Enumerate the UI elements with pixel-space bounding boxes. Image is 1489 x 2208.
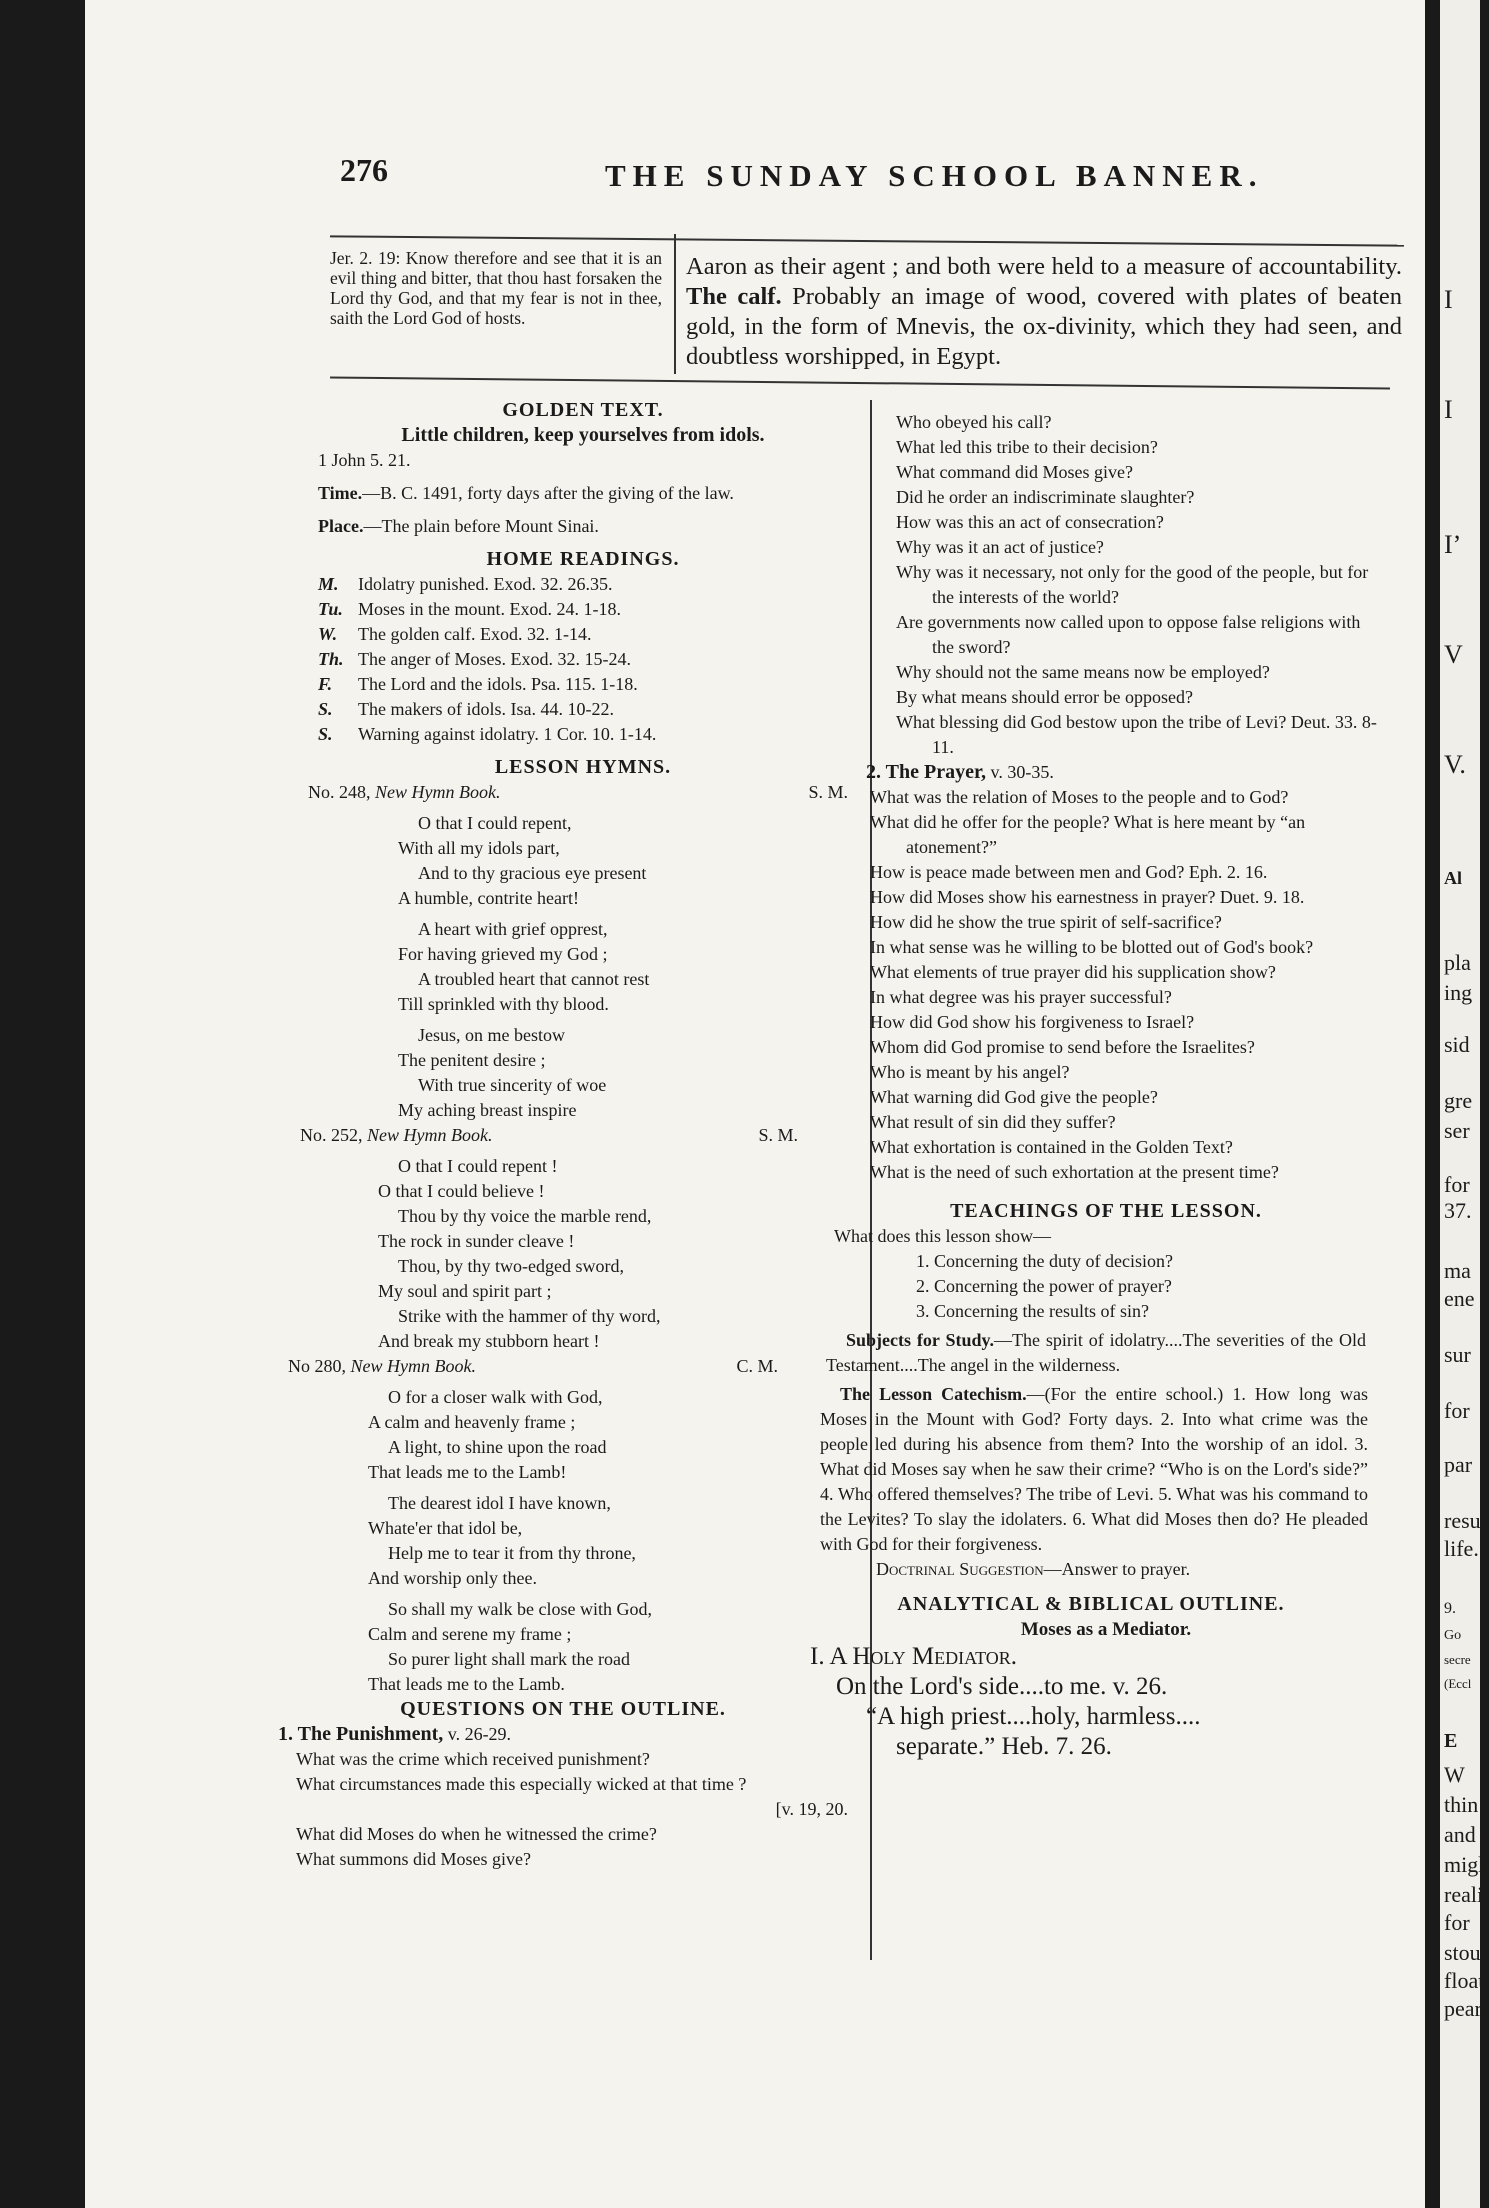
question: Why was it necessary, not only for the good of the people, but for the interests of the world? [896,562,1369,607]
hymn-stanza [398,811,848,911]
hymn-line: A light, to shine upon the road [388,1437,607,1457]
adjacent-fragment: secre [1444,1652,1471,1667]
hymn-line: So shall my walk be close with God, [388,1599,652,1619]
hymn-line: A calm and heavenly frame ; [368,1412,576,1432]
scripture-note: Jer. 2. 19: Know therefore and see that it is an evil thing and bitter, that thou hast forsaken the Lord thy God, and that my fear is not in thee, saith the Lord God of hosts. [330,248,662,328]
reading-item [318,622,848,647]
subjects-text: —The spirit of idolatry....The severities of the Old Testament....The angel in the wilderness. [826,1330,1366,1375]
question: What circumstances made this especially wicked at that time ? [296,1774,747,1794]
reading-day: Th. [318,649,344,669]
hymn-number: No 280, [288,1356,346,1376]
question-list-b [870,785,1386,1185]
hymn-line: O that I could repent ! [398,1156,558,1176]
reading-text: The makers of idols. Isa. 44. 10-22. [358,699,614,719]
adjacent-fragment: par [1444,1452,1473,1477]
hymn-line: O that I could believe ! [378,1181,545,1201]
hymn-meter: S. M. [758,1125,798,1145]
hymn-line: With all my idols part, [398,838,560,858]
subjects-for-study [826,1328,1366,1378]
reading-item [318,672,848,697]
reading-item [318,697,848,722]
question: How was this an act of consecration? [896,512,1164,532]
doctrinal-text: —Answer to prayer. [1043,1559,1191,1579]
hymn-line: For having grieved my God ; [398,944,608,964]
outline-line: “A high priest....holy, harmless.... [866,1703,1201,1730]
question: In what degree was his prayer successful? [870,987,1172,1007]
teachings-intro: What does this lesson show— [834,1226,1051,1246]
question: Whom did God promise to send before the Israelites? [870,1037,1255,1057]
question: What led this tribe to their decision? [896,437,1158,457]
hymn-line: A troubled heart that cannot rest [418,969,650,989]
adjacent-fragment: W [1444,1762,1465,1787]
section-title: 1. The Punishment, [278,1723,444,1745]
adjacent-fragment: sur [1444,1342,1471,1367]
question: What summons did Moses give? [296,1849,531,1869]
time-label: Time. [318,483,363,503]
question: Why was it an act of justice? [896,537,1104,557]
adjacent-fragment: 9. [1444,1600,1456,1617]
hymn-line: That leads me to the Lamb! [368,1462,567,1482]
question: How did God show his forgiveness to Israel? [870,1012,1195,1032]
question: How did he show the true spirit of self-sacrifice? [870,912,1222,932]
adjacent-fragment: ma [1444,1258,1471,1283]
reading-day: M. [318,574,339,594]
section-ref: v. 26-29. [447,1724,512,1744]
questions-heading: QUESTIONS ON THE OUTLINE. [400,1698,726,1720]
question: Who is meant by his angel? [870,1062,1070,1082]
question: What blessing did God bestow upon the tribe of Levi? Deut. 33. 8-11. [896,712,1377,757]
adjacent-fragment: 37. [1444,1198,1472,1223]
question: What is the need of such exhortation at the present time? [870,1162,1279,1182]
question: Why should not the same means now be employed? [896,662,1270,682]
adjacent-fragment: thin [1444,1792,1479,1817]
question: Are governments now called upon to oppose false religions with the sword? [896,612,1361,657]
reading-text: Warning against idolatry. 1 Cor. 10. 1-14. [358,724,657,744]
outline-line: separate.” Heb. 7. 26. [896,1733,1112,1760]
adjacent-fragment: Go [1444,1628,1462,1643]
hymn-stanza [398,1023,848,1123]
hymn-line: The dearest idol I have known, [388,1493,611,1513]
hymn-line: That leads me to the Lamb. [368,1674,565,1694]
hymn-line: And worship only thee. [368,1568,537,1588]
hymn-line: So purer light shall mark the road [388,1649,630,1669]
question: What elements of true prayer did his supplication show? [870,962,1276,982]
hymn-line: Thou by thy voice the marble rend, [398,1206,652,1226]
question: What command did Moses give? [896,462,1133,482]
question: What did he offer for the people? What is here meant by “an atonement?” [870,812,1306,857]
adjacent-fragment: V. [1444,750,1466,779]
time-text: —B. C. 1491, forty days after the giving of the law. [362,483,734,503]
commentary-term: The calf. [686,283,782,310]
hymn-line: O that I could repent, [418,813,572,833]
section-title: 2. The Prayer, [866,761,986,783]
questions-block [278,1697,848,1872]
adjacent-fragment: stou [1444,1940,1481,1965]
reading-text: The anger of Moses. Exod. 32. 15-24. [358,649,631,669]
hymn-meter: C. M. [736,1356,778,1376]
hymn-stanza [398,917,848,1017]
hymn-line: Thou, by thy two-edged sword, [398,1256,624,1276]
adjacent-fragment: for [1444,1172,1470,1197]
adjacent-fragment: migh [1444,1852,1489,1877]
top-column-divider [674,234,676,374]
hymn-header [288,1354,778,1379]
hymn-line: Whate'er that idol be, [368,1518,523,1538]
question: By what means should error be opposed? [896,687,1193,707]
section-2-title [866,760,1386,785]
hymn-stanza [368,1491,848,1591]
golden-text-ref: 1 John 5. 21. [318,450,411,470]
adjacent-fragment: float [1444,1968,1485,1993]
reading-day: W. [318,624,338,644]
hymn-line: With true sincerity of woe [418,1075,607,1095]
hymn-stanza [378,1154,848,1354]
adjacent-fragment: I [1444,285,1453,314]
subjects-label: Subjects for Study. [846,1330,994,1350]
golden-text-heading: GOLDEN TEXT. [502,399,664,421]
adjacent-fragment: and [1444,1822,1476,1847]
reading-day: S. [318,699,333,719]
hymn-line: My aching breast inspire [398,1100,577,1120]
hymn-book: New Hymn Book. [350,1356,476,1376]
adjacent-fragment: sid [1444,1032,1470,1057]
outline-line: On the Lord's side....to me. v. 26. [836,1673,1168,1700]
hymn-line: And break my stubborn heart ! [378,1331,600,1351]
lesson-catechism [820,1382,1368,1557]
hymn-book: New Hymn Book. [367,1125,493,1145]
teaching-item: 2. Concerning the power of prayer? [916,1276,1172,1296]
adjacent-fragment: life. [1444,1536,1479,1561]
reading-item [318,647,848,672]
reading-item [318,597,848,622]
question: What did Moses do when he witnessed the crime? [296,1824,657,1844]
section-1-title [278,1722,848,1747]
question: What warning did God give the people? [870,1087,1158,1107]
outline-point: I. A Holy Mediator. [810,1643,1018,1670]
hymn-line: A heart with grief opprest, [418,919,608,939]
question: What result of sin did they suffer? [870,1112,1116,1132]
reading-item [318,722,848,747]
hymn-number: No. 252, [300,1125,363,1145]
question: Did he order an indiscriminate slaughter? [896,487,1195,507]
hymn-line: The penitent desire ; [398,1050,546,1070]
hymn-header [300,1123,798,1148]
adjacent-fragment: I [1444,395,1453,424]
hymn-line: Jesus, on me bestow [418,1025,565,1045]
hymn-line: Strike with the hammer of thy word, [398,1306,661,1326]
catechism-label: The Lesson Catechism. [840,1384,1027,1404]
adjacent-fragment: for [1444,1398,1470,1423]
reading-day: S. [318,724,333,744]
question: Who obeyed his call? [896,412,1052,432]
adjacent-fragment: I’ [1444,530,1462,559]
question: What exhortation is contained in the Golden Text? [870,1137,1233,1157]
adjacent-fragment: (Eccl [1444,1676,1472,1691]
hymn-stanza [368,1597,848,1697]
outline-subheading: Moses as a Mediator. [1020,1619,1192,1640]
question-list-a [896,410,1386,760]
home-readings-list [318,572,848,747]
reading-text: Moses in the mount. Exod. 24. 1-18. [358,599,621,619]
hymn-meter: S. M. [808,782,848,802]
catechism-text: —(For the entire school.) 1. How long was Moses in the Mount with God? Forty days. 2. Into what crime was the people led during his absence from them? Into the worship of an idol. 3. What did Moses say when he saw their crime? “Who is on the Lord's side?” 4. Who offered themselves? The tribe of Levi. 5. What was his command to the Levites? To slay the idolaters. 6. What did Moses then do? He pleaded with God for their forgiveness. [820,1384,1368,1554]
adjacent-fragment: pla [1444,950,1471,975]
teachings-list [916,1249,1386,1324]
question: What was the relation of Moses to the people and to God? [870,787,1289,807]
hymn-line: A humble, contrite heart! [398,888,579,908]
reading-day: F. [318,674,333,694]
page-number: 276 [340,152,388,188]
adjacent-fragment: gre [1444,1088,1473,1113]
hymn-line: Till sprinkled with thy blood. [398,994,609,1014]
place-line [318,514,848,539]
hymn-line: And to thy gracious eye present [418,863,647,883]
commentary-text: Aaron as their agent ; and both were held to a measure of accountability. [686,253,1402,280]
reading-text: The golden calf. Exod. 32. 1-14. [358,624,592,644]
commentary-note [686,252,1402,372]
doctrinal-suggestion [876,1557,1386,1582]
teaching-item: 1. Concerning the duty of decision? [916,1251,1173,1271]
question-ref: [v. 19, 20. [775,1799,848,1819]
running-title: THE SUNDAY SCHOOL BANNER. [605,158,1264,193]
adjacent-fragment: E [1444,1730,1458,1752]
place-text: —The plain before Mount Sinai. [363,516,599,536]
adjacent-fragment: for [1444,1910,1470,1935]
reading-text: Idolatry punished. Exod. 32. 26.35. [358,574,613,594]
question: How is peace made between men and God? Eph. 2. 16. [870,862,1268,882]
left-column [278,398,848,1872]
hymn-line: Help me to tear it from thy throne, [388,1543,636,1563]
adjacent-fragment: ser [1444,1118,1470,1143]
adjacent-fragment: ene [1444,1286,1475,1311]
adjacent-fragment: ing [1444,980,1473,1005]
teaching-item: 3. Concerning the results of sin? [916,1301,1149,1321]
home-readings-heading: HOME READINGS. [486,548,680,570]
doctrinal-label: Doctrinal Suggestion [876,1559,1044,1579]
adjacent-fragment: resu [1444,1508,1481,1533]
hymn-header [308,780,848,805]
place-label: Place. [318,516,364,536]
time-line [318,481,848,506]
right-column [810,410,1386,1762]
section-ref: v. 30-35. [990,762,1054,782]
teachings-heading: TEACHINGS OF THE LESSON. [950,1200,1262,1222]
adjacent-fragment: reali [1444,1882,1484,1907]
hymn-stanza [368,1385,848,1485]
hymn-number: No. 248, [308,782,371,802]
commentary-text-cont: Probably an image of wood, covered with plates of beaten gold, in the form of Mnevis, the ox-divinity, which they had seen, and doubtless worshipped, in Egypt. [686,283,1403,370]
reading-text: The Lord and the idols. Psa. 115. 1-18. [358,674,638,694]
hymn-line: Calm and serene my frame ; [368,1624,572,1644]
adjacent-fragment: V [1444,640,1463,669]
lesson-hymns-heading: LESSON HYMNS. [494,756,672,778]
adjacent-fragment: Al [1444,868,1462,888]
hymn-book: New Hymn Book. [375,782,501,802]
adjacent-fragment: pear [1444,1996,1482,2021]
question: What was the crime which received punishment? [296,1749,650,1769]
adjacent-page-edge [1440,0,1489,2208]
golden-text: Little children, keep yourselves from idols. [401,424,765,446]
hymn-line: My soul and spirit part ; [378,1281,552,1301]
hymn-line: O for a closer walk with God, [388,1387,603,1407]
outline-heading: ANALYTICAL & BIBLICAL OUTLINE. [897,1593,1285,1615]
question-list [296,1747,848,1872]
reading-item [318,572,848,597]
hymn-line: The rock in sunder cleave ! [378,1231,575,1251]
question: How did Moses show his earnestness in prayer? Duet. 9. 18. [870,887,1305,907]
question: In what sense was he willing to be blotted out of God's book? [870,937,1314,957]
reading-day: Tu. [318,599,343,619]
